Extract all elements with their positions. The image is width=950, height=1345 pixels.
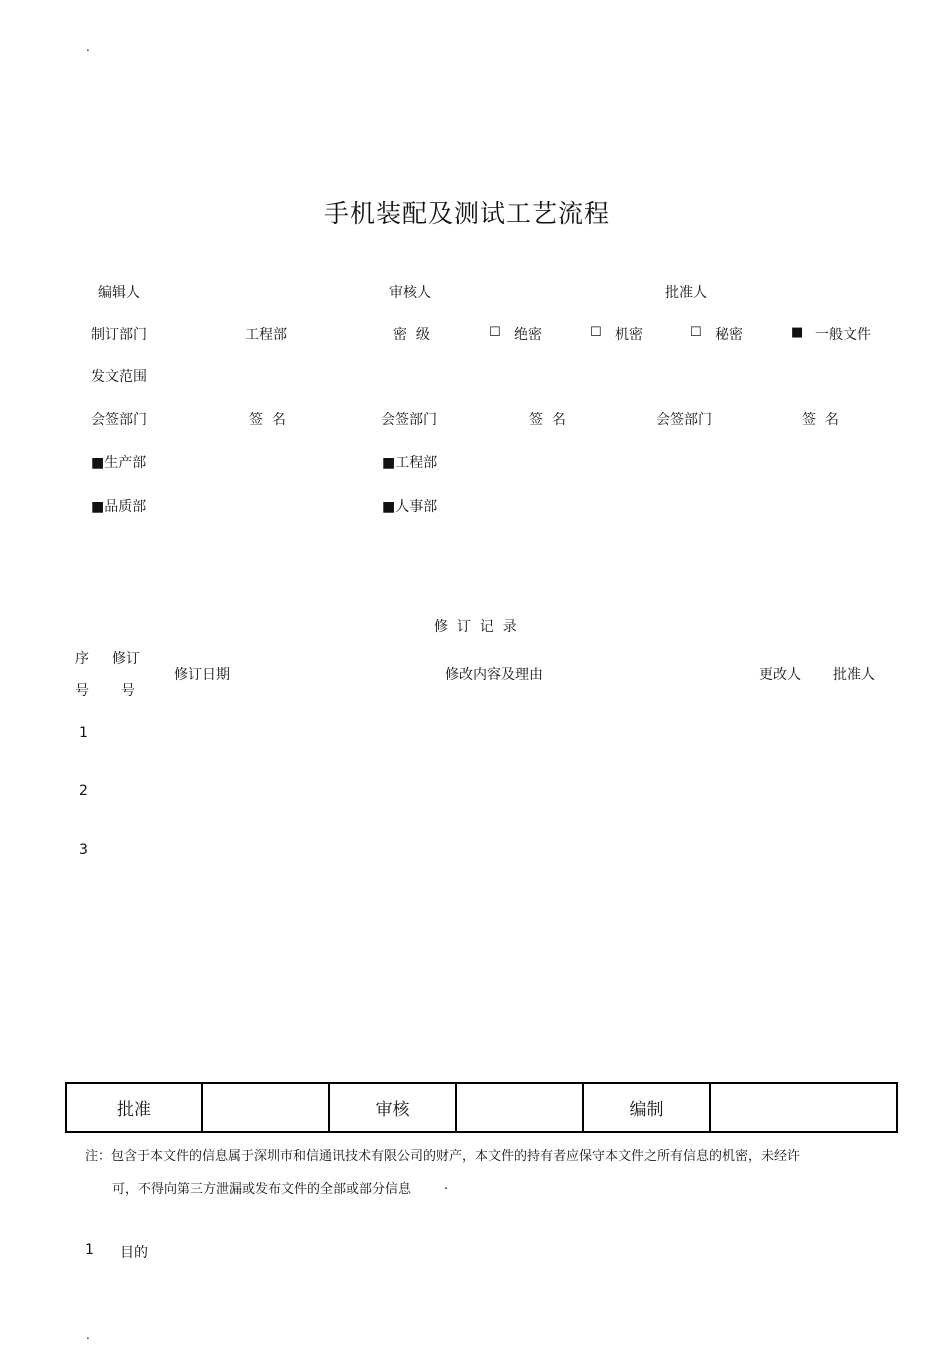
editor-label: 编辑人 xyxy=(98,285,140,301)
revision-row-3: 3 xyxy=(79,842,88,858)
signoff-compile-label: 编制 xyxy=(583,1083,710,1132)
revision-header-approver: 批准人 xyxy=(833,667,875,683)
confidentiality-note-end-dot: . xyxy=(444,1178,449,1193)
signoff-table xyxy=(65,1082,898,1133)
signoff-approve-field[interactable] xyxy=(202,1083,329,1132)
security-checkbox-general: ■ xyxy=(791,325,804,340)
revision-header-content: 修改内容及理由 xyxy=(445,667,543,683)
signature-header-1: 签 名 xyxy=(249,412,286,428)
countersign-dept-engineering: ■工程部 xyxy=(382,455,438,471)
security-option-confidential: 机密 xyxy=(615,327,643,343)
section-heading-purpose: 目的 xyxy=(120,1245,148,1261)
revision-row-2: 2 xyxy=(79,783,88,799)
section-number: 1 xyxy=(85,1242,94,1258)
reviewer-label: 审核人 xyxy=(389,285,431,301)
signature-header-3: 签 名 xyxy=(802,412,839,428)
security-label: 密 级 xyxy=(393,327,430,343)
document-title: 手机装配及测试工艺流程 xyxy=(324,199,611,228)
signoff-approve-label: 批准 xyxy=(66,1083,202,1132)
countersign-dept-header-2: 会签部门 xyxy=(381,412,437,428)
revision-header-seq-line2: 号 xyxy=(75,683,89,699)
countersign-dept-quality: ■品质部 xyxy=(91,499,147,515)
revision-record-title: 修 订 记 录 xyxy=(434,619,517,635)
revision-header-date: 修订日期 xyxy=(174,667,230,683)
security-checkbox-top-secret: ☐ xyxy=(489,325,501,340)
signoff-review-label: 审核 xyxy=(329,1083,456,1132)
security-checkbox-secret: ☐ xyxy=(690,325,702,340)
distribution-label: 发文范围 xyxy=(91,369,147,385)
revision-header-modifier: 更改人 xyxy=(759,667,801,683)
dept-value: 工程部 xyxy=(245,327,287,343)
security-option-top-secret: 绝密 xyxy=(514,327,542,343)
revision-header-seq-line1: 序 xyxy=(75,651,89,667)
page-dot-bottom: . xyxy=(86,1328,90,1342)
revision-header-rev-line2: 号 xyxy=(121,683,135,699)
revision-row-1: 1 xyxy=(79,725,88,741)
security-option-secret: 秘密 xyxy=(715,327,743,343)
signature-header-2: 签 名 xyxy=(529,412,566,428)
page-dot-top: . xyxy=(86,40,90,54)
countersign-dept-header-3: 会签部门 xyxy=(656,412,712,428)
approver-label: 批准人 xyxy=(665,285,707,301)
countersign-dept-hr: ■人事部 xyxy=(382,499,438,515)
countersign-dept-header-1: 会签部门 xyxy=(91,412,147,428)
signoff-compile-field[interactable] xyxy=(710,1083,897,1132)
dept-label: 制订部门 xyxy=(91,327,147,343)
revision-header-rev-line1: 修订 xyxy=(112,651,140,667)
confidentiality-note-line1: 注：包含于本文件的信息属于深圳市和信通讯技术有限公司的财产，本文件的持有者应保守本文件之所有信息的机密，未经许 xyxy=(85,1149,801,1164)
security-option-general: 一般文件 xyxy=(815,327,871,343)
signoff-review-field[interactable] xyxy=(456,1083,583,1132)
countersign-dept-production: ■生产部 xyxy=(91,455,147,471)
security-checkbox-confidential: ☐ xyxy=(590,325,602,340)
confidentiality-note-line2: 可，不得向第三方泄漏或发布文件的全部或部分信息 xyxy=(112,1182,412,1197)
